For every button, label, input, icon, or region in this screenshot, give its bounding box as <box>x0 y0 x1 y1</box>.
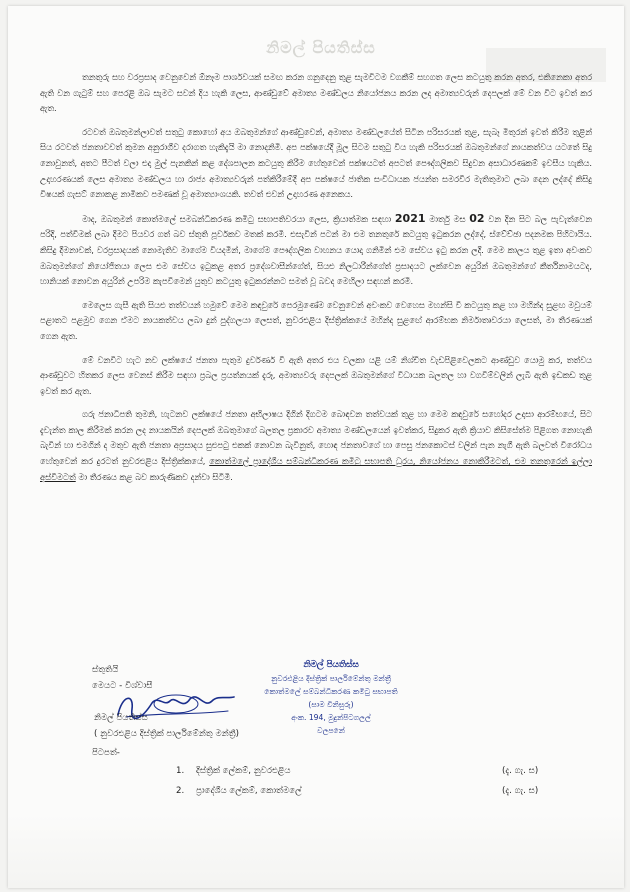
closing-thanks: ස්තුතියි <box>92 665 119 675</box>
page-footer-area <box>8 814 624 888</box>
paragraph-3-post: වන දින සිට බල පැවැත්වෙන පරිදි, පත්වීමක් ලබා දීමට පියවර ගත් බව ස්තුති පූර්වකව මතක් කරමි. එසැවින් පටන් මා එම තනතුරේ කටයුතු ඉටුකරන ලද්දේ, ස්වේච්ඡා පදනමක පිහිටායිය. කිසිදු දීමනාවක්, වරප්‍රසාදයක් නොමැතිව මාගේම වියදමින්, මාගේම පෞද්ගලික වාහනය යොදා ගනිමින් එම සේවය ඉටු කරන ලදී. මෙම කාලය තුළ ඉතා අවංකව ඔබතුමන්ගේ නියෝජිතයා ලෙස එම සේවය ඉටුකළ අතර ප්‍රදේශවාසීන්ගේත්, සියළු නිලධාරීන්ගේත් ප්‍රසාදයට ලක්වෙන අයුරින් ඔබතුමන්ගේ කීර්තිනාමයටද, හානියක් නොවන අයුරින් උපරිම කැපවීමෙන් යුතුව කටයුතු ඉටුකරන්නට සමත් වූ බවද මෙහිලා සඳහන් කරමි. <box>40 213 592 287</box>
copy-1-number: 1. <box>176 766 185 776</box>
paragraph-3-mid: මාර්තු මස <box>425 213 470 224</box>
seal-line-3: (සාම විනිසුරු) <box>308 700 354 709</box>
seal-line-2: කොත්මලේ සම්බන්ධීකරණ කමිටු සභාපති <box>264 687 398 696</box>
appointment-year: 2021 <box>394 211 426 225</box>
seal-name: නිමල් පියතිස්ස <box>303 660 359 670</box>
paragraph-6-pre: ගරු ජනාධිපති තුමනි, හැටනව ලක්ෂයේ ජනතා අභිලාෂය දිගින් දිගටම බොඳවන තත්වයක් තුළ හා මෙම කඳවුරේ සහෝදර උදාසා ආරම්භයේ, සිට දැවැන්ත කාල කිරීමක් කරන ලද නායකයින් දෙපලක් ඔබතුමාගේ බලතල ප්‍රකාරව අමාත්‍ය මණ්ඩලයෙන් ඉවත්කර, සිදුකර ඇති ක්‍රියාව කිසිසේත්ම පිළිගත නොහැකි බැවින් හා එමගින් ද මතුව ඇති ජනතා අප්‍රසාදය සුළුපටු එකක් නොවන බැවිනුත්, හොඳ ජනතාවගේ හා පෙසු ජනකොටස් වලින් පැන නැගී ඇති බලවත් විරෝධය හේතුවෙන් කර දුරටත් නුවරඑළිය දිස්ත්‍රික්කයේ, <box>40 409 592 467</box>
signer-block <box>94 710 239 742</box>
paragraph-3 <box>40 211 592 290</box>
paragraph-6-post: මා තීරණය කළ බව කාරුණිකව දන්වා සිටිමි. <box>75 471 233 482</box>
letter-page <box>8 6 624 888</box>
copy-2-tag: (දැ. ගැ. ස) <box>502 786 539 796</box>
resignation-statement: කොත්මලේ ප්‍රාදේශීය සම්බන්ධීකරණ කමිටු සභාපති ධුරය, නියෝජනය නොකිරීමටත්, එම තනතුරෙන් ඉල්ලා අස්වීමටත් <box>40 456 592 482</box>
copies-label: පිටපත්- <box>92 748 120 758</box>
signer-name: නිමල් පියතිස්ස <box>94 713 148 723</box>
closing-signoff: මෙයට - විශ්වාසී <box>92 681 153 691</box>
paragraph-3-pre: මාද, ඔබතුමන් කොත්මලේ සමබන්ධීකරණ කමිටු සභාපතිවරයා ලෙස, ක්‍රියාත්මක සඳහා <box>82 213 395 224</box>
paragraph-1: තනතුරු සහ වරප්‍රසාද වෙනුවෙන් ඕනෑම පාර්ශවයක් සමඟ කරන ගනුදෙනු තුළ සැමවිටම වගකීම් සහගත ලෙස කටයුතු කරන අතර, එකිනෙකා අතර ඇති වන ගැටුම් සහ පෙරළි ඔබ සැමට සවන් දිය හැකි ලෙස, ආණ්ඩුවේ අමාත්‍ය මණ්ඩලය නියෝජනය කරන ලද අමාත්‍යවරුන් දෙපලක් මේ වන විට ඉවත් කර ඇත. <box>40 72 592 114</box>
paragraph-2: රටවත් ඔබතුමන්ලාවත් සතුටු කොහෝ අය ඔබතුමන්ගේ ආණ්ඩුවෙන්, අමාත්‍ය මණ්ඩලයේත් සිටින පරිසරයක් තුළ, සැබෑ මිතුරන් ඉවත් කිරීම තුළින් සිය රටවත් ජනතාවවත් කුමන අනුරාගීව දරාගත හැකිදැයි මා නොදනිමි. අප පක්ෂයේදී මූල සිටම සතුටු විය හැකි පරිසරයක් ඔබතුමන්ගේ නායකත්වය යටතේ සිදු නොවුනත්, අතට පීටත් වලා එදා මුල් පැනකින් කළ දේශපාලන කටයුතු කිරීම හේතුවෙන් පක්ෂයටත් අපටත් පෞද්ගලිකව සිදුවන අසාධාරණකම් ඉවසීය හැකිය. උදාහරණයක් ලෙස අමාත්‍ය මණ්ඩලය හා රාජ්‍ය අමාත්‍යවරුන් පත්කිරීමේදී අප පක්ෂයේ ජාතික සංවිධායක ජයන්ත සමරවීර මැතිතුමාට ලබා දෙන ලද්දේ කිසිදු විෂයක් ගැසට් නොකළ නාමිකව පමණක් වූ අමාත්‍යාංශයකි. තවත් එවන් උදාහරණ අනෙකය. <box>40 126 592 200</box>
copy-1-recipient: දිස්ත්‍රික් ලේකම්, නුවරඑළිය <box>196 766 291 776</box>
seal-line-4: අංක. 194, මුදුන්පිටගලල් <box>291 713 371 722</box>
letterhead-title: නිමල් පියතිස්ස <box>266 38 376 57</box>
copy-2-recipient: ප්‍රාදේශීය ලේකම්, කොත්මලේ <box>196 786 302 796</box>
seal-line-5: වලපනේ <box>317 726 345 735</box>
appointment-day: 02 <box>469 211 485 225</box>
paragraph-5: මේ වනවිට හැට නව ලක්ෂයේ ජනතා පැතුම දුර්වර්ණ වී ඇති අතර එය වලකා යළි යම් නිශ්චිත වැඩපිළිවෙලකට ආණ්ඩුව යොමු කර, තත්වය ආණ්ඩුවට හිතකර ලෙස වෙනස් කිරීම සඳහා ප්‍රබල ප්‍රයත්නයක් දැරූ, අමාත්‍යවරු දෙපලක් ඔබතුමන්ගේ විධායක බලතල හා වගවීම්වලින් ලැබී ඇති ඉඩකඩ තුළ ඉවත් කර ඇත. <box>40 354 592 396</box>
signer-title: ( නුවරඑළිය දිස්ත්‍රික් පාර්ලිමේන්තු මන්ත්‍රී) <box>94 729 240 739</box>
official-seal <box>246 659 416 737</box>
paragraph-4: මෙලෙස ගැසී ඇති සියළු තත්වයන් හමුවේ මෙම කඳවුරේ පෙරමුණේම වෙනුවෙන් අවංකව වෙහෙස මහන්සි වී කටයුතු කළ හා මහින්ද සුළඟ මවුයම් පළාතට පළමුව ගෙන ඒමට නායකත්වය ලබා දුන් පුද්ගලයා ලෙසත්, නුවරඑළිය දිස්ත්‍රික්කයේ මහින්ද සුළඟේ ආරම්භක නිර්මාතෘවරයා ලෙසත්, මා තීරණයක් ගෙන ඇත. <box>40 299 592 341</box>
seal-line-1: නුවරඑළිය දිස්ත්‍රික් පාර්ලිමේන්තු මන්ත්‍රී <box>271 674 391 683</box>
copy-2-number: 2. <box>176 786 185 796</box>
copy-1-tag: (දැ. ගැ. ස) <box>502 766 539 776</box>
paragraph-6 <box>40 407 592 485</box>
letter-body <box>40 70 592 493</box>
